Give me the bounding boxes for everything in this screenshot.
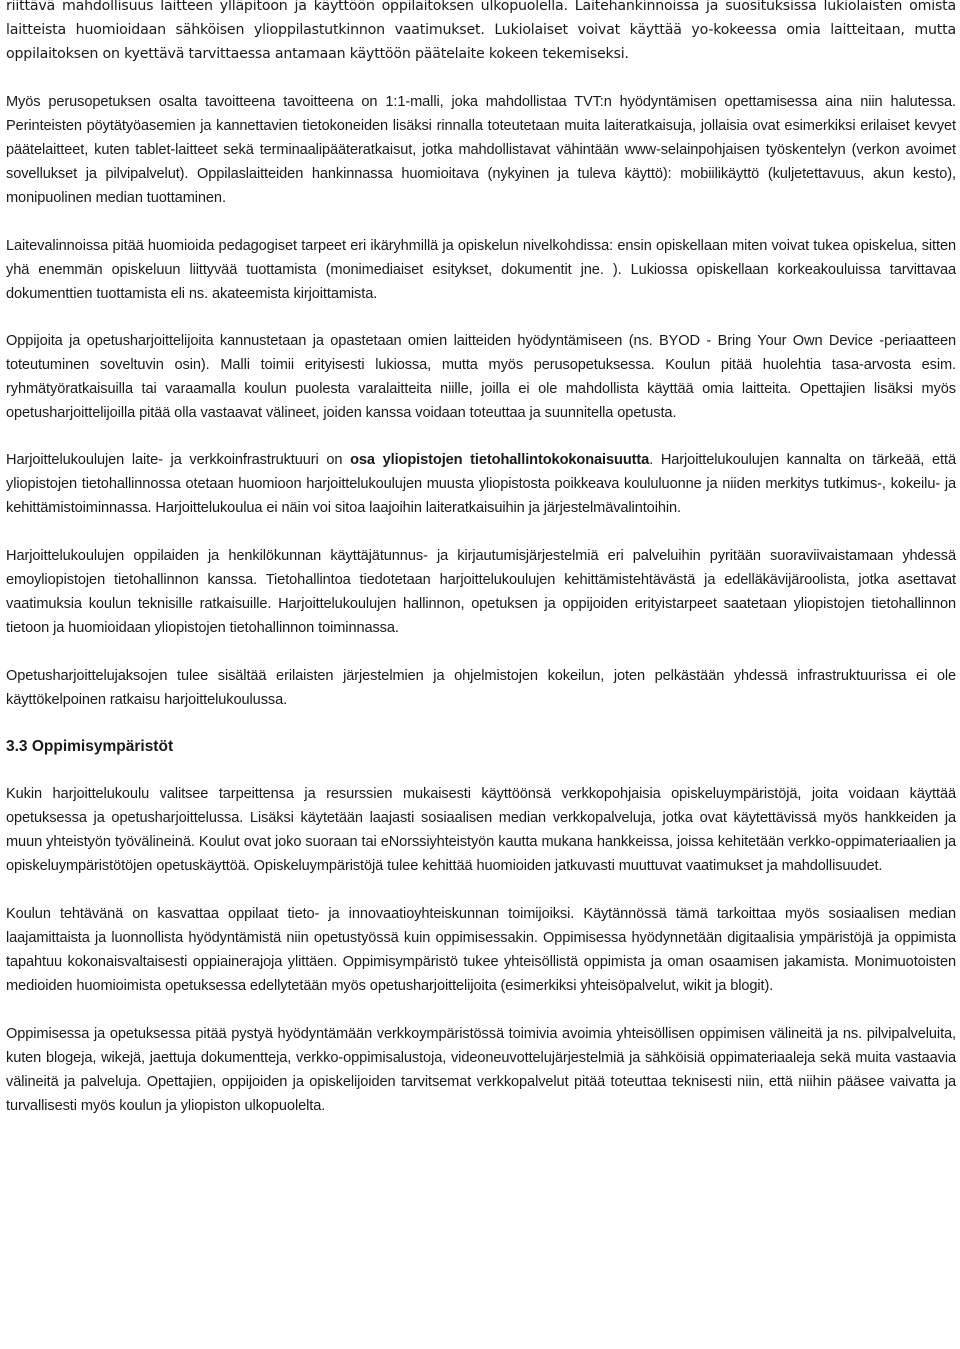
paragraph-training-periods: Opetusharjoittelujaksojen tulee sisältää erilaisten järjestelmien ja ohjelmistojen kokeilun, joten pelkästään yhdessä infrastruktuurissa ei ole käyttökelpoinen ratkaisu harjoittelukoulussa. [6, 668, 956, 708]
paragraph-cloud-services: Oppimisessa ja opetuksessa pitää pystyä hyödyntämään verkkoympäristössä toimivia avoimia yhteisöllisen oppimisen välineitä ja ns. pilvipalveluita, kuten blogeja, wikejä, jaettuja dokumentteja, verkko-oppimisalustoja, videoneuvottelujärjestelmiä ja sähköisiä oppimateriaaleja sekä muita vastaavia välineitä ja palveluja. Opettajien, oppijoiden ja opiskelijoiden tarvitsemat verkkopalvelut pitää toteuttaa teknisesti niin, että niihin pääsee vaivatta ja turvallisesti myös koulun ja yliopiston ulkopuolelta. [6, 1026, 956, 1114]
infrastructure-emphasis: osa yliopistojen tietohallintokokonaisuutta [350, 452, 650, 468]
infrastructure-text-end: . Harjoittelukoulujen kannalta on tärkeää, että yliopistojen tietohallinnossa otetaan huomioon harjoittelukoulujen muusta yliopistosta poikkeava koululuonne ja niiden merkitys tutkimus-, kokeilu- ja kehittämistoiminnassa. Harjoittelukoulua ei näin voi sitoa laajoihin laiteratkaisuihin ja järjestelmävalintoihin. [6, 452, 956, 516]
paragraph-infrastructure [6, 448, 956, 520]
paragraph-byod: Oppijoita ja opetusharjoittelijoita kannustetaan ja opastetaan omien laitteiden hyödyntämiseen (ns. BYOD - Bring Your Own Device -periaatteen toteutuminen soveltuvin osin). Malli toimii erityisesti lukiossa, mutta myös perusopetuksessa. Koulun pitää huolehtia tasa-arvosta esim. ryhmätyöratkaisuilla tai varaamalla koulun puolesta varalaitteita niille, joilla ei ole mahdollista käyttää omia laitteita. Opettajien lisäksi myös opetusharjoittelijoilla pitää olla vastaavat välineet, joiden kanssa voidaan toteuttaa ja suunnitella opetusta. [6, 333, 956, 421]
document-page [6, 0, 956, 1118]
paragraph-school-mission: Koulun tehtävänä on kasvattaa oppilaat tieto- ja innovaatioyhteiskunnan toimijoiksi. Käytännössä tämä tarkoittaa myös sosiaalisen median laajamittaista ja luonnollista hyödyntämistä niin opetustyössä kuin oppimisessakin. Oppimisessa hyödynnetään digitaalisia ympäristöjä ja oppimista tapahtuu kokonaisvaltaisesti oppiainerajoja ylittäen. Oppimisympäristö tukee yhteisöllistä oppimista ja oman osaamisen jakamista. Monimuotoisten medioiden huomioimista opetuksessa edellytetään myös opetusharjoittelijoita (esimerkiksi yhteisöpalvelut, wikit ja blogit). [6, 906, 956, 994]
paragraph-device-maintenance: riittävä mahdollisuus laitteen ylläpitoon ja käyttöön oppilaitoksen ulkopuolella. Laitehankinnoissa ja suosituksissa lukiolaisten omista laitteista huomioidaan sähköisen ylioppilastutkinnon vaatimukset. Lukiolaiset voivat käyttää yo-kokeessa omia laitteitaan, mutta oppilaitoksen on kyettävä tarvittaessa antamaan käyttöön päätelaite kokeen tekemiseksi. [6, 0, 956, 62]
paragraph-user-accounts: Harjoittelukoulujen oppilaiden ja henkilökunnan käyttäjätunnus- ja kirjautumisjärjestelmiä eri palveluihin pyritään suoraviivaistamaan yhdessä emoyliopistojen tietohallinnon kanssa. Tietohallintoa tiedotetaan harjoittelukoulujen kehittämistehtävästä ja edelläkävijäroolista, jotka asettavat vaatimuksia koulun teknisille ratkaisuille. Harjoittelukoulujen hallinnon, opetuksen ja oppijoiden erityistarpeet saatetaan yliopistojen tietohallinnon tietoon ja huomioidaan yliopistojen tietohallinnon toiminnassa. [6, 548, 956, 636]
paragraph-basic-education-model: Myös perusopetuksen osalta tavoitteena tavoitteena on 1:1-malli, joka mahdollistaa TVT:n hyödyntämisen opettamisessa aina niin halutessa. Perinteisten pöytätyöasemien ja kannettavien tietokoneiden lisäksi rinnalla toteutetaan muita laiteratkaisuja, jollaisia ovat esimerkiksi erilaiset kevyet päätelaitteet, kuten tablet-laitteet sekä terminaalipääteratkaisut, jotka mahdollistavat vähintään www-selainpohjaisen työskentelyn (verkon avoimet sovellukset ja pilvipalvelut). Oppilaslaitteiden hankinnassa huomioitava (nykyinen ja tuleva käyttö): mobiilikäyttö (kuljetettavuus, akun kesto), monipuolinen median tuottaminen. [6, 94, 956, 206]
paragraph-online-environments: Kukin harjoittelukoulu valitsee tarpeittensa ja resurssien mukaisesti käyttöönsä verkkopohjaisia opiskeluympäristöjä, joita voidaan käyttää opetuksessa ja opetusharjoittelussa. Lisäksi käytetään laajasti sosiaalisen median verkkopalveluja, jotka ovat käytettävissä myös hankkeiden ja muun yhteistyön työvälineinä. Koulut ovat joko suoraan tai eNorssiyhteistyön kautta mukana hankkeissa, joissa kehitetään verkko-oppimateriaalien ja opiskeluympäristötöjen opetuskäyttöä. Opiskeluympäristöjä tulee kehittää huomioiden jatkuvasti muuttuvat vaatimukset ja mahdollisuudet. [6, 786, 956, 874]
paragraph-device-selection: Laitevalinnoissa pitää huomioida pedagogiset tarpeet eri ikäryhmillä ja opiskelun nivelkohdissa: ensin opiskellaan miten voivat tukea opiskelua, sitten yhä enemmän opiskeluun liittyvää tuottamista (monimediaiset esitykset, dokumentit jne. ). Lukiossa opiskellaan korkeakouluissa tarvittavaa dokumenttien tuottamista eli ns. akateemista kirjoittamista. [6, 238, 956, 302]
infrastructure-text-start: Harjoittelukoulujen laite- ja verkkoinfrastruktuuri on [6, 452, 351, 468]
section-heading-learning-environments: 3.3 Oppimisympäristöt [6, 738, 174, 755]
